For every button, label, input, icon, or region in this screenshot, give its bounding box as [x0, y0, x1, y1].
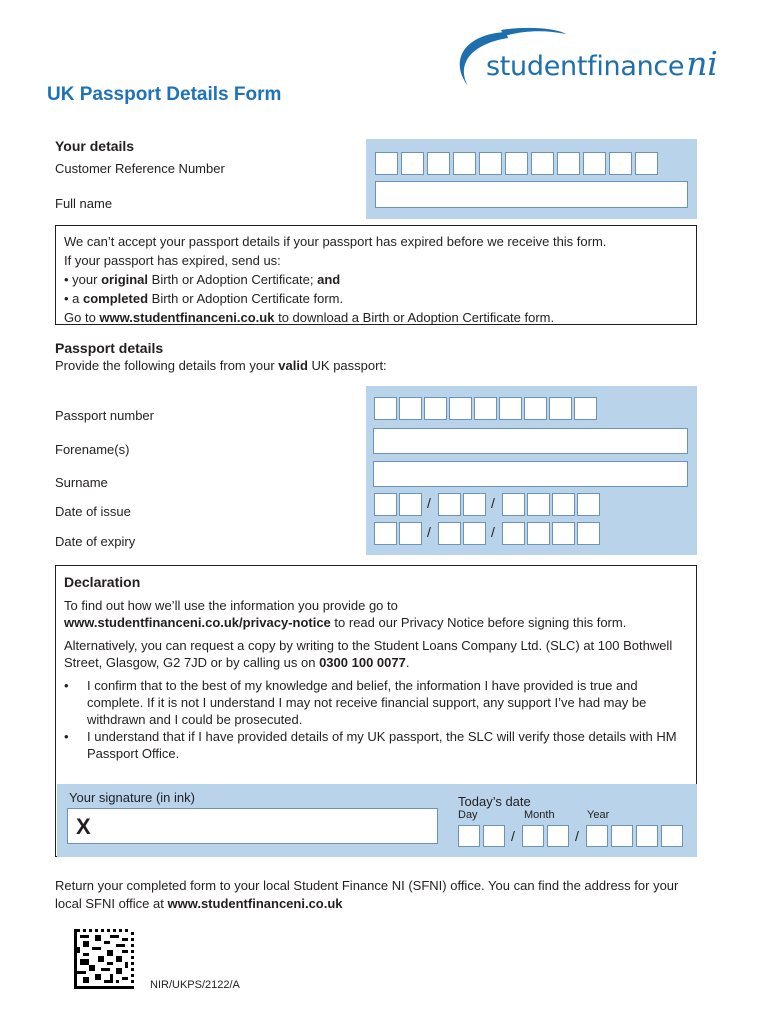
notice-bullet: • a completed Birth or Adoption Certificate form. [64, 291, 344, 306]
day-label: Day [458, 809, 478, 821]
today-year-box[interactable] [636, 825, 658, 847]
issue-year-box[interactable] [502, 493, 525, 516]
declaration-heading: Declaration [64, 574, 141, 590]
date-separator: / [511, 828, 515, 844]
logo [446, 24, 746, 94]
notice-line: Go to www.studentfinanceni.co.uk to download a Birth or Adoption Certificate form. [64, 310, 555, 325]
signature-panel [57, 784, 697, 857]
today-month-box[interactable] [522, 825, 544, 847]
expiry-month-box[interactable] [463, 522, 486, 545]
notice-line: If your passport has expired, send us: [64, 253, 281, 268]
crn-box[interactable] [401, 152, 424, 175]
date-separator: / [491, 524, 495, 540]
declaration-copy-request: Alternatively, you can request a copy by writing to the Student Loans Company Ltd. (SLC) at 100 Bothwell Street, Glasgow, G2 7JD or by calling us on 0300 100 0077. [64, 638, 673, 670]
passport-panel [366, 386, 697, 555]
today-year-box[interactable] [586, 825, 608, 847]
surname-label: Surname [55, 475, 108, 490]
crn-box[interactable] [635, 152, 658, 175]
date-separator: / [427, 495, 431, 511]
passport-intro: Provide the following details from your valid UK passport: [55, 358, 387, 373]
expiry-year-box[interactable] [527, 522, 550, 545]
issue-year-box[interactable] [527, 493, 550, 516]
declaration-bullet: • I confirm that to the best of my knowledge and belief, the information I have provided is true and complete. If it is not I understand I may not receive financial support, any support I’ve had may be withdrawn and I could be prosecuted. [64, 678, 647, 727]
your-details-panel [366, 139, 697, 219]
form-code: NIR/UKPS/2122/A [150, 979, 240, 991]
website-link[interactable]: www.studentfinanceni.co.uk [99, 310, 275, 325]
logo-text: studentfinanceni [486, 44, 718, 83]
crn-box[interactable] [557, 152, 580, 175]
expiry-day-box[interactable] [399, 522, 422, 545]
issue-day-box[interactable] [399, 493, 422, 516]
page-title: UK Passport Details Form [47, 84, 282, 105]
privacy-link[interactable]: www.studentfinanceni.co.uk/privacy-notice [64, 615, 331, 630]
date-separator: / [491, 495, 495, 511]
declaration-privacy: To find out how we’ll use the information you provide go to www.studentfinanceni.co.uk/privacy-notice to read our Privacy Notice before signing this form. [64, 598, 627, 630]
datamatrix-barcode-icon [74, 929, 134, 989]
date-separator: / [427, 524, 431, 540]
crn-box[interactable] [583, 152, 606, 175]
passport-number-box[interactable] [424, 397, 447, 420]
your-details-heading: Your details [55, 138, 135, 154]
forename-label: Forename(s) [55, 442, 130, 457]
date-separator: / [575, 828, 579, 844]
issue-year-box[interactable] [577, 493, 600, 516]
forename-field[interactable] [373, 428, 688, 454]
today-day-box[interactable] [483, 825, 505, 847]
signature-label: Your signature (in ink) [69, 790, 195, 805]
full-name-label: Full name [55, 196, 113, 211]
issue-month-box[interactable] [463, 493, 486, 516]
surname-field[interactable] [373, 461, 688, 487]
crn-box[interactable] [505, 152, 528, 175]
passport-number-label: Passport number [55, 408, 154, 423]
declaration-bullet: • I understand that if I have provided details of my UK passport, the SLC will verify those details with HM Passport Office. [64, 729, 677, 761]
today-day-box[interactable] [458, 825, 480, 847]
notice-line: We can’t accept your passport details if your passport has expired before we receive this form. [64, 234, 607, 249]
issue-day-box[interactable] [374, 493, 397, 516]
issue-month-box[interactable] [438, 493, 461, 516]
return-instructions: Return your completed form to your local Student Finance NI (SFNI) office. You can find the address for your local SFNI office at www.studentfinanceni.co.uk [55, 878, 679, 911]
passport-number-box[interactable] [474, 397, 497, 420]
crn-box[interactable] [479, 152, 502, 175]
todays-date-label: Today’s date [458, 794, 531, 809]
expiry-year-box[interactable] [502, 522, 525, 545]
today-year-box[interactable] [661, 825, 683, 847]
expired-passport-notice [55, 225, 697, 325]
footer-website-link[interactable]: www.studentfinanceni.co.uk [167, 896, 343, 911]
passport-number-box[interactable] [574, 397, 597, 420]
crn-label: Customer Reference Number [55, 161, 225, 176]
crn-box[interactable] [531, 152, 554, 175]
expiry-month-box[interactable] [438, 522, 461, 545]
expiry-day-box[interactable] [374, 522, 397, 545]
today-year-box[interactable] [611, 825, 633, 847]
full-name-field[interactable] [375, 181, 688, 208]
notice-bullet: • your original Birth or Adoption Certificate; and [64, 272, 341, 287]
passport-number-box[interactable] [399, 397, 422, 420]
signature-mark: X [76, 814, 91, 839]
today-month-box[interactable] [547, 825, 569, 847]
date-of-expiry-label: Date of expiry [55, 534, 136, 549]
signature-field[interactable] [67, 808, 438, 844]
expiry-year-box[interactable] [552, 522, 575, 545]
crn-box[interactable] [453, 152, 476, 175]
issue-year-box[interactable] [552, 493, 575, 516]
crn-box[interactable] [375, 152, 398, 175]
crn-box[interactable] [609, 152, 632, 175]
passport-number-box[interactable] [524, 397, 547, 420]
passport-number-box[interactable] [449, 397, 472, 420]
expiry-year-box[interactable] [577, 522, 600, 545]
declaration-section [55, 565, 697, 857]
passport-number-box[interactable] [374, 397, 397, 420]
month-label: Month [524, 809, 555, 821]
passport-details-heading: Passport details [55, 340, 164, 356]
year-label: Year [587, 809, 610, 821]
passport-number-box[interactable] [549, 397, 572, 420]
date-of-issue-label: Date of issue [55, 504, 131, 519]
crn-box[interactable] [427, 152, 450, 175]
passport-number-box[interactable] [499, 397, 522, 420]
